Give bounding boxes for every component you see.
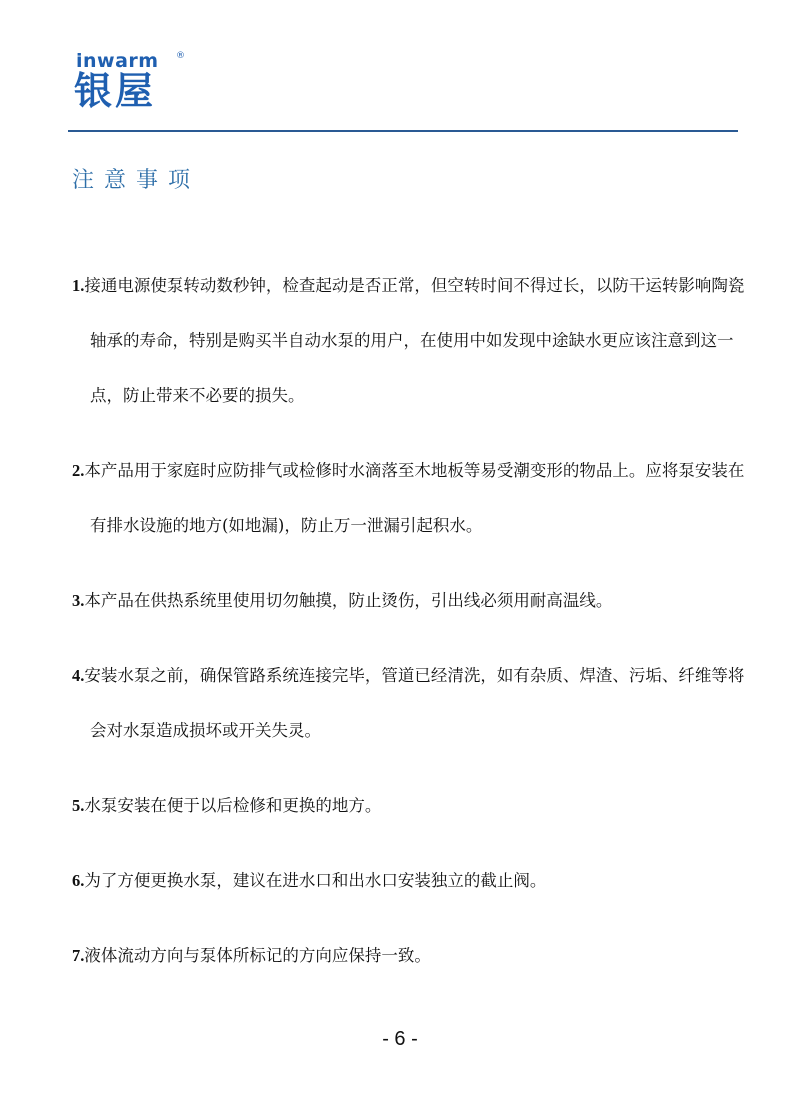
note-item — [72, 443, 752, 553]
page-number: - 6 - — [382, 1028, 418, 1050]
note-item — [72, 853, 752, 908]
brand-name-chinese: 银屋 — [74, 69, 157, 113]
notes-list — [72, 258, 752, 1003]
note-item — [72, 778, 752, 833]
brand-name-latin: inwarm — [76, 50, 159, 72]
note-text: 本产品用于家庭时应防排气或检修时水滴落至木地板等易受潮变形的物品上。应将泵安装在有排水设施的地方(如地漏)，防止万一泄漏引起积水。 — [84, 461, 745, 535]
note-number: 5. — [72, 796, 85, 815]
header-divider — [68, 130, 738, 132]
note-number: 3. — [72, 591, 85, 610]
note-text: 水泵安装在便于以后检修和更换的地方。 — [84, 796, 382, 815]
note-item — [72, 258, 752, 423]
note-number: 1. — [72, 276, 85, 295]
note-text: 液体流动方向与泵体所标记的方向应保持一致。 — [84, 946, 431, 965]
section-title: 注意事项 — [72, 168, 201, 193]
note-number: 2. — [72, 461, 85, 480]
note-text: 接通电源使泵转动数秒钟，检查起动是否正常，但空转时间不得过长，以防干运转影响陶瓷轴承的寿命，特别是购买半自动水泵的用户，在使用中如发现中途缺水更应该注意到这一点，防止带来不必要的损失。 — [84, 276, 745, 405]
note-text: 本产品在供热系统里使用切勿触摸，防止烫伤，引出线必须用耐高温线。 — [84, 591, 613, 610]
note-item — [72, 573, 752, 628]
note-text: 安装水泵之前，确保管路系统连接完毕，管道已经清洗，如有杂质、焊渣、污垢、纤维等将会对水泵造成损坏或开关失灵。 — [84, 666, 745, 740]
note-number: 6. — [72, 871, 85, 890]
note-text: 为了方便更换水泵，建议在进水口和出水口安装独立的截止阀。 — [84, 871, 547, 890]
note-item — [72, 648, 752, 758]
note-number: 4. — [72, 666, 85, 685]
registered-mark: ® — [176, 51, 185, 61]
note-number: 7. — [72, 946, 85, 965]
note-item — [72, 928, 752, 983]
